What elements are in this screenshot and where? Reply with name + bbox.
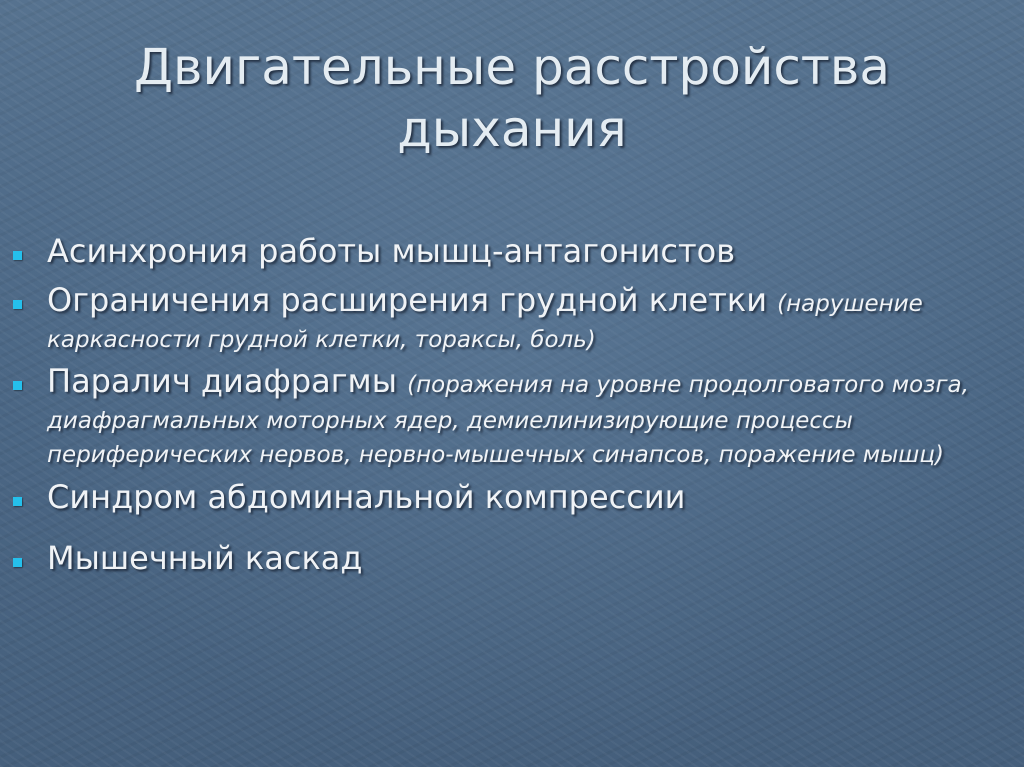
bullet-note-text: (нарушение каркасности грудной клетки, тораксы, боль): [47, 291, 923, 353]
bullet-item-abdominal-compression: [0, 474, 1024, 520]
bullet-main-text: Синдром абдоминальной компрессии: [47, 478, 686, 516]
square-bullet-icon: [13, 497, 22, 506]
bullet-item-asynchrony: [0, 228, 1024, 274]
square-bullet-icon: [13, 558, 22, 567]
square-bullet-icon: [13, 381, 22, 390]
square-bullet-icon: [13, 300, 22, 309]
bullet-item-muscle-cascade: [0, 535, 1024, 581]
slide-title: [0, 36, 1024, 160]
square-bullet-icon: [13, 251, 22, 260]
bullet-main-text: Ограничения расширения грудной клетки: [47, 281, 778, 319]
bullet-item-chest-expansion: [0, 277, 1024, 357]
bullet-main-text: Паралич диафрагмы: [47, 362, 408, 400]
title-line-1: Двигательные расстройства: [133, 38, 891, 96]
bullet-main-text: Мышечный каскад: [47, 539, 363, 577]
bullet-list: [0, 228, 1024, 581]
bullet-main-text: Асинхрония работы мышц-антагонистов: [47, 232, 736, 270]
bullet-item-diaphragm-paralysis: [0, 358, 1024, 472]
title-line-2: дыхания: [397, 100, 627, 158]
bullet-note-text: (поражения на уровне продолговатого мозга, диафрагмальных моторных ядер, демиелинизирующие процессы периферических нервов, нервно-мышечных синапсов, поражение мышц): [47, 372, 969, 468]
